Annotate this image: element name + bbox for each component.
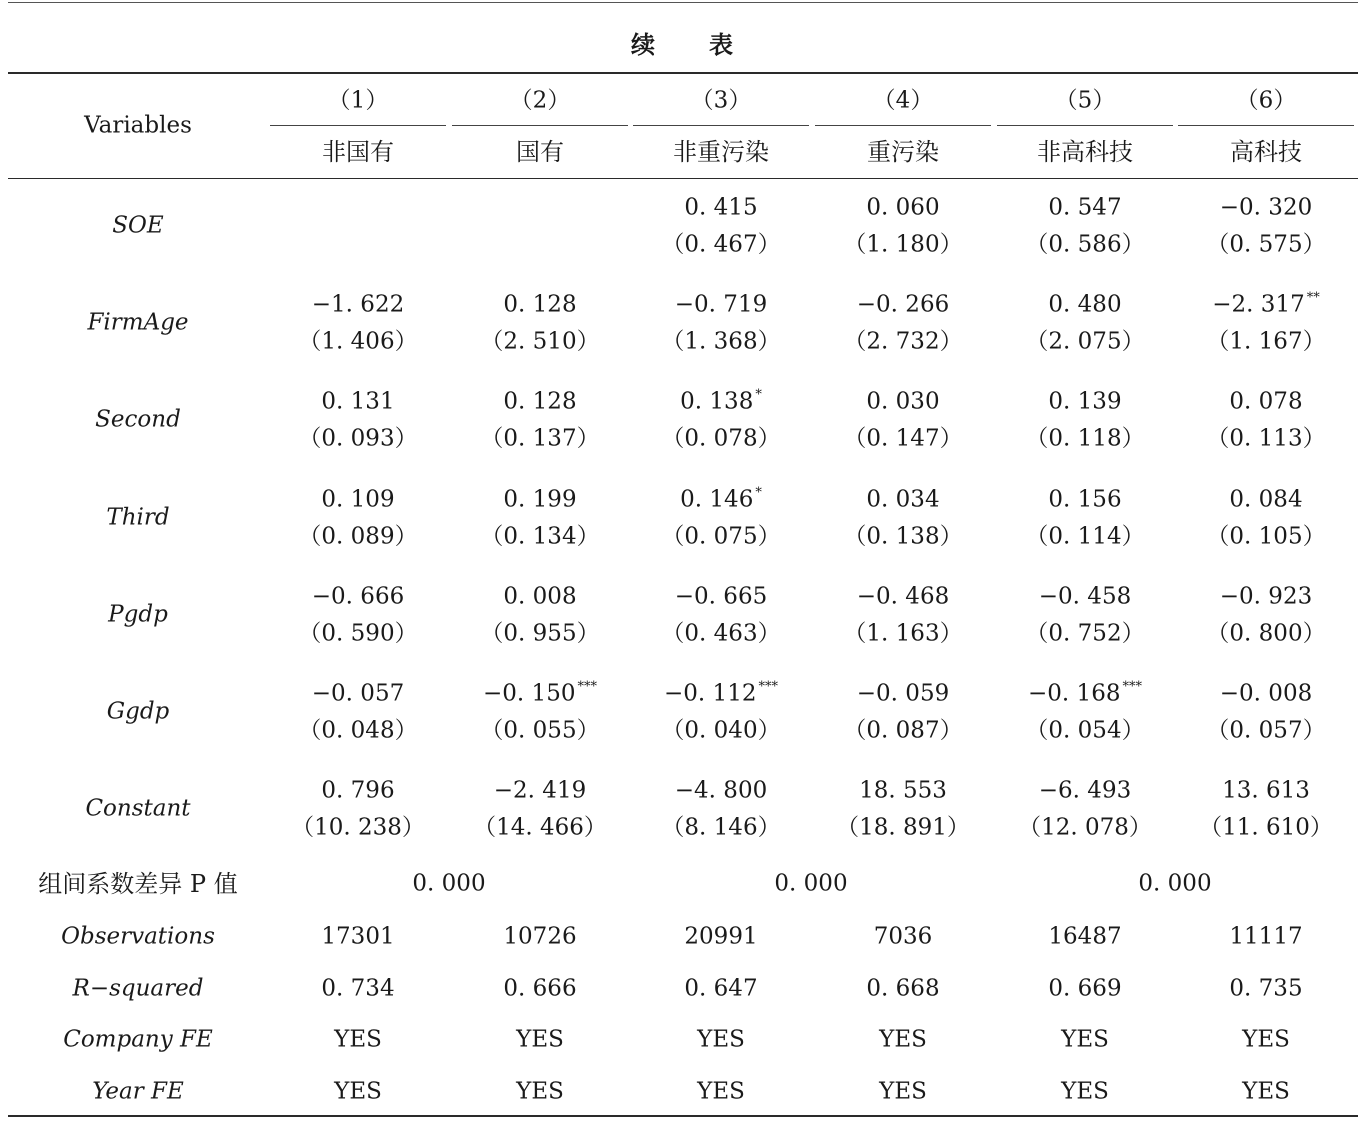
coefficient-cell-text: 0. 078 [1229, 388, 1303, 415]
coefficient-cell [483, 679, 597, 707]
coefficient-cell [1048, 488, 1121, 511]
coefficient-cell-text: −0. 320 [1219, 194, 1313, 221]
coefficient-cell [866, 488, 939, 511]
stat-cell [684, 977, 757, 1000]
variables-header: Variables [84, 112, 192, 139]
std-error-cell [836, 814, 970, 841]
pvalue-label-text: 组间系数差异 P 值 [38, 870, 238, 898]
std-error-cell-text: （0. 800） [1206, 620, 1326, 647]
coefficient-cell-text: 0. 480 [1048, 291, 1122, 318]
variable-name-text: Constant [85, 795, 191, 822]
significance-stars: ** [1306, 290, 1320, 306]
variable-name [95, 406, 181, 433]
std-error-cell [661, 231, 781, 258]
variable-name [85, 795, 191, 822]
variable-name-text: FirmAge [87, 309, 189, 336]
header-bottom-rule [8, 178, 1358, 179]
pvalue-cell-text: 0. 000 [412, 870, 486, 897]
stat-cell-text: YES [334, 1026, 382, 1053]
std-error-cell [480, 328, 600, 355]
std-error-cell-text: （0. 575） [1206, 231, 1326, 258]
stat-cell [516, 1026, 564, 1053]
variable-name-text: SOE [112, 212, 164, 239]
coefficient-cell [1212, 290, 1320, 318]
variable-name [106, 506, 169, 529]
stat-label-text: Observations [61, 923, 215, 950]
stat-label-text: Year FE [92, 1078, 184, 1105]
coefficient-cell-text: −2. 317 [1212, 291, 1305, 318]
std-error-cell [843, 525, 962, 548]
column-group-label-text: 非高科技 [1037, 138, 1133, 166]
column-number [1054, 87, 1116, 114]
stat-cell [697, 1026, 745, 1053]
std-error-cell [298, 622, 417, 645]
std-error-cell [1199, 814, 1333, 841]
coefficient-cell-text: 0. 128 [503, 291, 577, 318]
stat-cell-text: YES [1242, 1026, 1290, 1053]
coefficient-cell-text: −2. 419 [493, 777, 587, 804]
std-error-cell-text: （0. 089） [298, 523, 418, 550]
std-error-cell-text: （0. 040） [661, 717, 781, 744]
stat-cell [1242, 1026, 1290, 1053]
significance-stars: *** [758, 679, 778, 695]
coefficient-cell-text: 0. 084 [1229, 486, 1303, 513]
std-error-cell [1025, 525, 1144, 548]
coefficient-cell [1038, 777, 1132, 804]
coefficient-cell-text: −0. 923 [1219, 583, 1313, 610]
coefficient-cell [674, 777, 768, 804]
std-error-cell-text: （0. 134） [480, 523, 600, 550]
std-error-cell [1206, 525, 1325, 548]
column-number-text: （5） [1054, 87, 1116, 114]
variable-name-text: Ggdp [106, 698, 170, 725]
std-error-cell [661, 622, 780, 645]
column-number [690, 87, 752, 114]
stat-cell-text: 0. 668 [866, 975, 940, 1002]
stat-cell-text: 10726 [503, 923, 577, 950]
column-number [327, 87, 389, 114]
variable-name-text: Third [106, 504, 170, 531]
coefficient-cell-text: −0. 057 [311, 680, 405, 707]
column-underline [815, 125, 991, 126]
stat-cell-text: 20991 [684, 923, 758, 950]
std-error-cell [298, 525, 417, 548]
std-error-cell-text: （0. 055） [480, 717, 600, 744]
coefficient-cell-text: −0. 150 [483, 680, 576, 707]
stat-cell [1048, 923, 1122, 950]
pvalue-cell [774, 870, 848, 897]
variable-name-text: Pgdp [108, 601, 168, 628]
stat-label [63, 1026, 213, 1053]
coefficient-cell-text: 0. 109 [321, 486, 395, 513]
coefficient-cell [857, 585, 949, 608]
std-error-cell [1206, 425, 1326, 452]
std-error-cell-text: （0. 075） [661, 523, 781, 550]
table-title: 续 表 [631, 30, 735, 59]
variable-name-text: Second [95, 406, 181, 433]
column-number-text: （2） [509, 87, 571, 114]
coefficient-cell-text: 0. 131 [321, 388, 395, 415]
coefficient-cell-text: 0. 139 [1048, 388, 1122, 415]
std-error-cell [1206, 622, 1325, 645]
coefficient-cell-text: 0. 146 [680, 486, 754, 513]
std-error-cell-text: （8. 146） [661, 814, 781, 841]
coefficient-cell [856, 291, 950, 318]
column-group-label-text: 重污染 [867, 138, 939, 166]
std-error-cell [661, 525, 780, 548]
coefficient-cell-text: −0. 168 [1028, 680, 1121, 707]
coefficient-cell [503, 488, 576, 511]
stat-cell [1048, 977, 1121, 1000]
coefficient-cell-text: −0. 666 [311, 583, 405, 610]
coefficient-cell-text: −6. 493 [1038, 777, 1132, 804]
stat-cell-text: YES [879, 1078, 927, 1105]
column-underline [1178, 125, 1354, 126]
std-error-cell [1025, 231, 1145, 258]
std-error-cell [1025, 622, 1144, 645]
coefficient-cell [311, 291, 405, 318]
stat-cell-text: YES [697, 1026, 745, 1053]
stat-cell-text: 0. 647 [684, 975, 758, 1002]
significance-stars: *** [577, 679, 597, 695]
variable-name [112, 212, 164, 239]
coefficient-cell [312, 585, 404, 608]
std-error-cell-text: （0. 114） [1025, 523, 1145, 550]
stat-cell [321, 977, 394, 1000]
variable-name [108, 603, 168, 626]
stat-cell-text: 7036 [873, 923, 933, 950]
coefficient-cell-text: −4. 800 [674, 777, 768, 804]
column-group-label-text: 非重污染 [673, 138, 769, 166]
coefficient-cell [1229, 388, 1303, 415]
coefficient-cell-text: −1. 622 [311, 291, 405, 318]
table-top-rule [8, 72, 1358, 74]
std-error-cell-text: （2. 075） [1025, 328, 1145, 355]
std-error-cell-text: （0. 057） [1206, 717, 1326, 744]
column-group-label [1230, 140, 1302, 164]
std-error-cell-text: （0. 138） [843, 523, 963, 550]
std-error-cell-text: （1. 406） [298, 328, 418, 355]
std-error-cell [291, 814, 425, 841]
coefficient-cell-text: 0. 008 [503, 583, 577, 610]
coefficient-cell [675, 585, 767, 608]
std-error-cell [298, 717, 418, 744]
std-error-cell-text: （0. 590） [298, 620, 418, 647]
coefficient-cell-text: 0. 415 [684, 194, 758, 221]
coefficient-cell-text: 18. 553 [859, 777, 947, 804]
std-error-cell-text: （0. 137） [480, 425, 600, 452]
column-number [872, 87, 934, 114]
coefficient-cell-text: −0. 008 [1219, 680, 1313, 707]
stat-cell [334, 1080, 382, 1103]
stat-cell [1061, 1026, 1109, 1053]
std-error-cell [661, 717, 781, 744]
stat-cell-text: YES [516, 1078, 564, 1105]
std-error-cell-text: （11. 610） [1199, 814, 1333, 841]
std-error-cell-text: （0. 147） [843, 425, 963, 452]
stat-cell [697, 1080, 745, 1103]
coefficient-cell-text: −0. 665 [674, 583, 768, 610]
std-error-cell-text: （0. 955） [480, 620, 600, 647]
stat-cell-text: 0. 666 [503, 975, 577, 1002]
stat-cell-text: YES [1242, 1078, 1290, 1105]
std-error-cell-text: （12. 078） [1018, 814, 1152, 841]
pvalue-cell-text: 0. 000 [1138, 870, 1212, 897]
stat-cell [684, 923, 758, 950]
column-underline [452, 125, 628, 126]
std-error-cell-text: （0. 087） [843, 717, 963, 744]
table-bottom-rule [8, 1115, 1358, 1117]
std-error-cell-text: （0. 463） [661, 620, 781, 647]
coefficient-cell-text: 13. 613 [1222, 777, 1310, 804]
stat-label-text: Company FE [63, 1026, 213, 1053]
column-group-label-text: 国有 [516, 138, 564, 166]
std-error-cell-text: （0. 113） [1206, 425, 1326, 452]
stat-cell-text: 0. 669 [1048, 975, 1122, 1002]
column-group-label [673, 140, 769, 164]
stat-label [61, 923, 215, 950]
stat-cell-text: 0. 734 [321, 975, 395, 1002]
coefficient-cell [321, 777, 395, 804]
top-page-rule [8, 2, 1358, 3]
coefficient-cell [866, 388, 940, 415]
stat-cell [334, 1026, 382, 1053]
coefficient-cell-text: 0. 034 [866, 486, 940, 513]
coefficient-cell [859, 777, 947, 804]
coefficient-cell [493, 777, 587, 804]
column-group-label [516, 140, 564, 164]
variable-name [87, 309, 189, 336]
stat-cell [503, 977, 576, 1000]
coefficient-cell [1039, 585, 1131, 608]
coefficient-cell [674, 291, 768, 318]
std-error-cell-text: （0. 078） [661, 425, 781, 452]
column-group-label-text: 非国有 [322, 138, 394, 166]
std-error-cell [661, 328, 781, 355]
stat-cell [516, 1080, 564, 1103]
stat-cell-text: 16487 [1048, 923, 1122, 950]
stat-cell-text: 0. 735 [1229, 975, 1303, 1002]
std-error-cell [843, 328, 963, 355]
column-underline [633, 125, 809, 126]
std-error-cell [1025, 328, 1145, 355]
coefficient-cell-text: −0. 266 [856, 291, 950, 318]
std-error-cell-text: （10. 238） [291, 814, 425, 841]
variable-name [106, 698, 170, 725]
column-underline [997, 125, 1173, 126]
std-error-cell [1206, 717, 1326, 744]
column-number-text: （6） [1235, 87, 1297, 114]
column-group-label [867, 140, 939, 164]
std-error-cell [1018, 814, 1152, 841]
std-error-cell [843, 622, 962, 645]
coefficient-cell [1048, 194, 1122, 221]
std-error-cell-text: （18. 891） [836, 814, 970, 841]
column-number-text: （4） [872, 87, 934, 114]
stat-cell [879, 1080, 927, 1103]
std-error-cell [480, 525, 599, 548]
stat-cell [503, 923, 577, 950]
std-error-cell [843, 425, 963, 452]
std-error-cell [298, 425, 418, 452]
coefficient-cell [503, 585, 576, 608]
column-underline [270, 125, 446, 126]
std-error-cell-text: （0. 105） [1206, 523, 1326, 550]
coefficient-cell [1028, 679, 1142, 707]
std-error-cell-text: （2. 510） [480, 328, 600, 355]
coefficient-cell [1222, 777, 1310, 804]
column-number-text: （3） [690, 87, 752, 114]
stat-cell-text: YES [697, 1078, 745, 1105]
coefficient-cell [1048, 388, 1122, 415]
stat-label [73, 977, 204, 1000]
stat-cell-text: YES [1061, 1026, 1109, 1053]
stat-cell [321, 923, 395, 950]
stat-cell-text: 17301 [321, 923, 395, 950]
coefficient-cell-text: −0. 112 [664, 680, 757, 707]
column-group-label [1037, 140, 1133, 164]
coefficient-cell-text: 0. 030 [866, 388, 940, 415]
stat-cell-text: YES [879, 1026, 927, 1053]
pvalue-cell [1138, 870, 1212, 897]
coefficient-cell-text: −0. 458 [1038, 583, 1132, 610]
column-group-label [322, 140, 394, 164]
std-error-cell [1025, 717, 1145, 744]
column-number [1235, 87, 1297, 114]
std-error-cell [661, 425, 781, 452]
std-error-cell-text: （0. 586） [1025, 231, 1145, 258]
pvalue-label [38, 872, 237, 896]
std-error-cell [661, 814, 781, 841]
coefficient-cell [680, 485, 762, 513]
stat-cell [1061, 1080, 1109, 1103]
std-error-cell-text: （0. 048） [298, 717, 418, 744]
stat-label-text: R−squared [72, 975, 204, 1002]
stat-cell [879, 1026, 927, 1053]
std-error-cell [843, 717, 963, 744]
coefficient-cell [1048, 291, 1122, 318]
coefficient-cell [664, 679, 778, 707]
coefficient-cell [866, 194, 940, 221]
coefficient-cell-text: −0. 468 [856, 583, 950, 610]
std-error-cell-text: （1. 368） [661, 328, 781, 355]
pvalue-cell [412, 870, 486, 897]
stat-cell [1229, 923, 1303, 950]
stat-cell-text: YES [1061, 1078, 1109, 1105]
column-group-label-text: 高科技 [1230, 138, 1302, 166]
coefficient-cell [1220, 585, 1312, 608]
stat-cell [873, 923, 933, 950]
coefficient-cell-text: −0. 719 [674, 291, 768, 318]
std-error-cell [480, 717, 600, 744]
stat-cell [866, 977, 939, 1000]
std-error-cell [480, 622, 599, 645]
coefficient-cell-text: 0. 547 [1048, 194, 1122, 221]
std-error-cell-text: （1. 167） [1206, 328, 1326, 355]
stat-cell [1229, 977, 1302, 1000]
coefficient-cell-text: 0. 060 [866, 194, 940, 221]
std-error-cell-text: （0. 054） [1025, 717, 1145, 744]
stat-cell-text: YES [516, 1026, 564, 1053]
coefficient-cell [1219, 194, 1313, 221]
coefficient-cell [1229, 488, 1302, 511]
std-error-cell [473, 814, 607, 841]
std-error-cell-text: （0. 467） [661, 231, 781, 258]
coefficient-cell [684, 194, 758, 221]
coefficient-cell-text: 0. 138 [680, 388, 754, 415]
std-error-cell [1206, 328, 1326, 355]
significance-stars: * [755, 485, 762, 501]
coefficient-cell [321, 488, 394, 511]
coefficient-cell-text: 0. 156 [1048, 486, 1122, 513]
std-error-cell [1025, 425, 1145, 452]
coefficient-cell-text: −0. 059 [856, 680, 950, 707]
significance-stars: *** [1122, 679, 1142, 695]
coefficient-cell [311, 680, 405, 707]
coefficient-cell-text: 0. 199 [503, 486, 577, 513]
coefficient-cell [503, 388, 577, 415]
std-error-cell-text: （0. 752） [1025, 620, 1145, 647]
coefficient-cell [503, 291, 577, 318]
std-error-cell [480, 425, 600, 452]
stat-cell-text: YES [334, 1078, 382, 1105]
stat-label [92, 1080, 184, 1103]
significance-stars: * [755, 387, 762, 403]
std-error-cell [298, 328, 418, 355]
coefficient-cell-text: 0. 796 [321, 777, 395, 804]
stat-cell [1242, 1080, 1290, 1103]
coefficient-cell [856, 680, 950, 707]
stat-cell-text: 11117 [1229, 923, 1303, 950]
column-number-text: （1） [327, 87, 389, 114]
coefficient-cell [680, 387, 762, 415]
std-error-cell-text: （1. 163） [843, 620, 963, 647]
std-error-cell [843, 231, 963, 258]
std-error-cell-text: （0. 118） [1025, 425, 1145, 452]
coefficient-cell [321, 388, 395, 415]
column-number [509, 87, 571, 114]
std-error-cell-text: （0. 093） [298, 425, 418, 452]
std-error-cell-text: （14. 466） [473, 814, 607, 841]
pvalue-cell-text: 0. 000 [774, 870, 848, 897]
coefficient-cell-text: 0. 128 [503, 388, 577, 415]
coefficient-cell [1219, 680, 1313, 707]
std-error-cell-text: （1. 180） [843, 231, 963, 258]
std-error-cell [1206, 231, 1326, 258]
std-error-cell-text: （2. 732） [843, 328, 963, 355]
